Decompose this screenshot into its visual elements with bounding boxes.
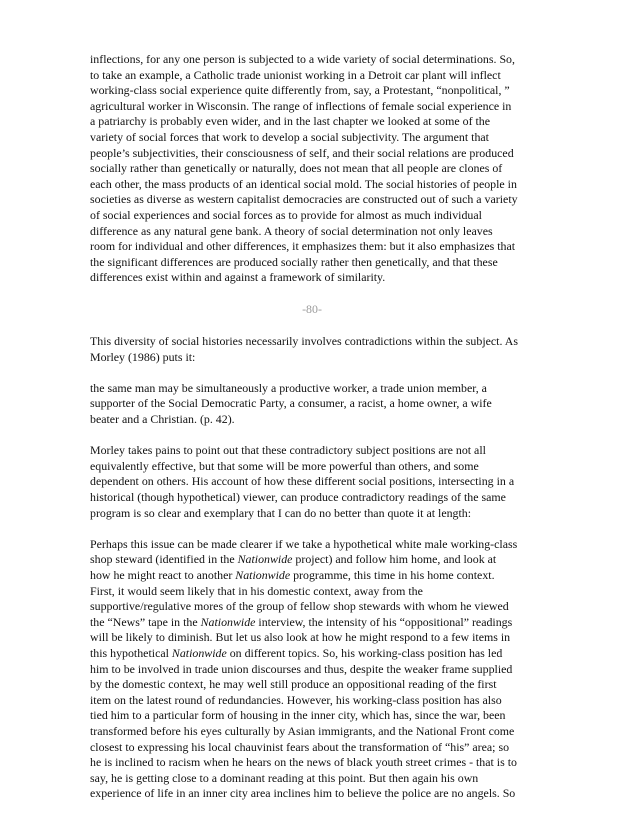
page-number: -80- xyxy=(302,301,322,316)
text-run: the “News” tape in the xyxy=(90,614,201,629)
italic-title: Nationwide xyxy=(171,645,227,660)
paragraph-morley-account xyxy=(90,443,534,521)
text-line xyxy=(90,615,534,631)
text-line: differences exist within and against a framework of similarity. xyxy=(90,270,386,285)
text-run: this hypothetical xyxy=(90,645,172,660)
text-line: Morley takes pains to point out that these contradictory subject positions are not all xyxy=(90,443,486,458)
text-line: to take an example, a Catholic trade unionist working in a Detroit car plant will inflect xyxy=(90,67,501,82)
text-line: supportive/regulative mores of the group of fellow shop stewards with whom he viewed xyxy=(90,599,509,614)
text-line: socially rather than genetically or naturally, does not mean that all people are clones of xyxy=(90,161,503,176)
text-run: shop steward (identified in the xyxy=(90,552,238,567)
document-page xyxy=(90,52,534,818)
text-line xyxy=(90,646,534,662)
text-line: closest to expressing his local chauvinist fears about the transformation of “his” area; so xyxy=(90,739,510,754)
text-line: societies as diverse as western capitalist democracies are constructed out of such a variety xyxy=(90,192,518,207)
text-line: by the domestic context, he may well still produce an oppositional reading of the first xyxy=(90,677,497,692)
text-line: people’s subjectivities, their consciousness of self, and their social relations are produced xyxy=(90,145,514,160)
text-line xyxy=(90,568,534,584)
text-line: item on the latest round of redundancies. However, his working-class position has also xyxy=(90,692,502,707)
text-line: This diversity of social histories necessarily involves contradictions within the subject. As xyxy=(90,334,518,349)
text-run: on different topics. So, his working-class position has led xyxy=(226,645,503,660)
text-line: experience of life in an inner city area inclines him to believe the police are no angels. So xyxy=(90,786,516,801)
text-line: he is inclined to racism when he hears on the news of black youth street crimes - that is to xyxy=(90,755,517,770)
text-line xyxy=(90,552,534,568)
text-line: dependent on others. His account of how these different social positions, intersecting in a xyxy=(90,474,515,489)
block-quote-shop-steward xyxy=(90,537,534,802)
text-line: beater and a Christian. (p. 42). xyxy=(90,412,235,427)
text-line: transformed before his eyes culturally by Asian immigrants, and the National Front come xyxy=(90,723,515,738)
text-line: a patriarchy is probably even wider, and in the last chapter we looked at some of the xyxy=(90,114,491,129)
text-line: Morley (1986) puts it: xyxy=(90,349,196,364)
text-line: agricultural worker in Wisconsin. The range of inflections of female social experience in xyxy=(90,98,512,113)
text-run: project) and follow him home, and look at xyxy=(292,552,497,567)
italic-title: Nationwide xyxy=(200,614,256,629)
text-run: how he might react to another xyxy=(90,568,236,582)
text-line: him to be involved in trade union discourses and thus, despite the weaker frame supplied xyxy=(90,661,513,676)
italic-title: Nationwide xyxy=(237,552,293,567)
text-run: interview, the intensity of his “oppositional” readings xyxy=(255,614,513,629)
text-line: First, it would seem likely that in his domestic context, away from the xyxy=(90,583,423,598)
text-line: each other, the mass products of an identical social mold. The social histories of people in xyxy=(90,176,517,191)
paragraph-social-determination xyxy=(90,52,534,286)
paragraph-diversity xyxy=(90,334,534,365)
text-line: working-class social experience quite differently from, say, a Protestant, “nonpolitical, ” xyxy=(90,83,510,98)
italic-title: Nationwide xyxy=(235,568,291,582)
text-line: will be likely to diminish. But let us also look at how he might respond to a few items in xyxy=(90,630,511,645)
text-line: the significant differences are produced socially rather then genetically, and that these xyxy=(90,254,498,269)
text-line: equivalently effective, but that some will be more powerful than others, and some xyxy=(90,458,479,473)
text-run: programme, this time in his home context. xyxy=(290,568,495,582)
text-line: historical (though hypothetical) viewer, can produce contradictory readings of the same xyxy=(90,490,506,505)
text-line: tied him to a particular form of housing in the inner city, which has, since the war, been xyxy=(90,708,506,723)
block-quote-morley xyxy=(90,381,534,428)
text-line: inflections, for any one person is subjected to a wide variety of social determinations. So, xyxy=(90,52,515,66)
text-line: say, he is getting close to a dominant reading at this point. But then again his own xyxy=(90,770,479,785)
text-line: program is so clear and exemplary that I can do no better than quote it at length: xyxy=(90,505,472,520)
text-line: of social experiences and social forces as to provide for almost as much individual xyxy=(90,207,482,222)
text-line: supporter of the Social Democratic Party, a consumer, a racist, a home owner, a wife xyxy=(90,396,492,411)
text-line: room for individual and other differences, it emphasizes them: but it also emphasizes that xyxy=(90,239,516,254)
text-line: difference as any natural gene bank. A theory of social determination not only leaves xyxy=(90,223,493,238)
text-line: the same man may be simultaneously a productive worker, a trade union member, a xyxy=(90,380,487,395)
text-line: Perhaps this issue can be made clearer if we take a hypothetical white male working-class xyxy=(90,536,518,551)
text-line: variety of social forces that work to develop a social subjectivity. The argument that xyxy=(90,129,489,144)
